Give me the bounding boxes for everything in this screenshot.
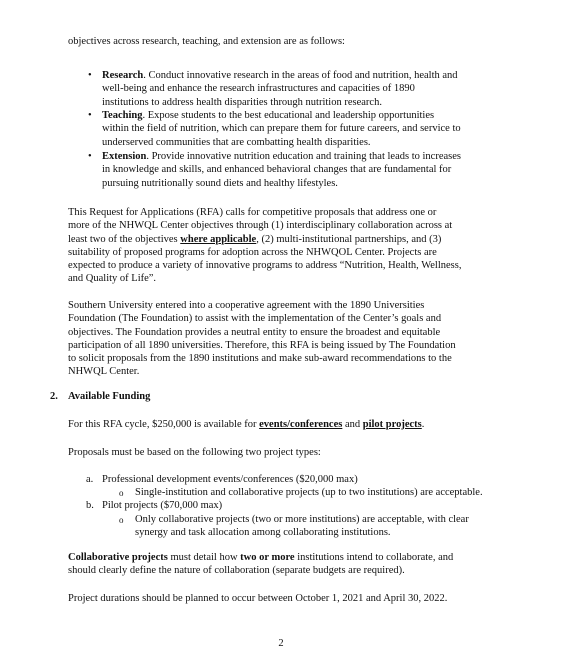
project-type-events: Professional development events/conferences ($20,000 max): [102, 474, 358, 485]
objective-text: well-being and enhance the research infrastructures and capacities of 1890: [102, 83, 415, 95]
paragraph-line: and Quality of Life”.: [68, 273, 157, 285]
sub-item: Single-institution and collaborative projects (up to two institutions) are acceptable.: [135, 487, 483, 498]
paragraph-line: to solicit proposals from the 1890 institutions and make sub-award recommendations to the: [68, 353, 452, 365]
paragraph-line: participation of all 1890 universities. Therefore, this RFA is being issued by The Foundation: [68, 339, 456, 351]
section-number: 2.: [50, 391, 58, 402]
rfa-paragraph: [68, 206, 520, 286]
objective-text: underserved communities that are combatting health disparities.: [102, 136, 371, 148]
objective-text: within the field of nutrition, which can prepare them for future careers, and service to: [102, 123, 461, 135]
objective-extension: [102, 150, 502, 190]
funding-text: and: [342, 419, 363, 430]
objective-text: institutions to address health disparities through nutrition research.: [102, 96, 382, 108]
objective-research: [102, 69, 502, 109]
emphasis-two-or-more: two or more: [240, 552, 295, 563]
paragraph-text: must detail how: [167, 552, 241, 563]
objective-text: . Conduct innovative research in the areas of food and nutrition, health and: [143, 70, 458, 81]
objective-text: . Provide innovative nutrition education and training that leads to increases: [146, 151, 461, 162]
paragraph-line: expected to produce a variety of innovative programs to address “Nutrition, Health, Wellness,: [68, 260, 462, 272]
emphasis-collaborative-projects: Collaborative projects: [68, 552, 168, 563]
paragraph-text: institutions intend to collaborate, and: [294, 552, 454, 563]
types-intro: Proposals must be based on the following two project types:: [68, 447, 321, 458]
section-heading: Available Funding: [68, 391, 151, 402]
list-letter: a.: [86, 474, 94, 485]
bullet-marker: •: [88, 151, 92, 162]
southern-paragraph: [68, 299, 520, 379]
sub-bullet-marker: o: [119, 515, 124, 525]
objective-text: pursuing nutritionally sound diets and healthy lifestyles.: [102, 177, 338, 189]
funding-text: .: [421, 419, 425, 430]
sub-item-line: Only collaborative projects (two or more institutions) are acceptable, with clear: [135, 514, 469, 525]
bullet-marker: •: [88, 70, 92, 81]
objective-teaching: [102, 109, 502, 149]
collaborative-paragraph: [68, 551, 520, 578]
paragraph-line: more of the NHWQL Center objectives through (1) interdisciplinary collaboration across at: [68, 220, 453, 232]
objective-title: Teaching: [102, 110, 143, 121]
emphasis-where-applicable: where applicable: [180, 233, 257, 245]
page-number: 2: [278, 638, 284, 649]
objective-title: Extension: [102, 151, 147, 162]
funding-text: For this RFA cycle, $250,000 is available for: [68, 419, 260, 430]
paragraph-line: suitability of proposed programs for adoption across the NHWQOL Center. Projects are: [68, 246, 437, 258]
sub-item: [135, 513, 515, 540]
bullet-marker: •: [88, 110, 92, 121]
duration-line: Project durations should be planned to occur between October 1, 2021 and April 30, 2022.: [68, 593, 448, 604]
objective-text: . Expose students to the best educational and leadership opportunities: [142, 110, 435, 121]
intro-line: objectives across research, teaching, and extension are as follows:: [68, 36, 345, 47]
paragraph-line: NHWQL Center.: [68, 366, 140, 378]
funding-line: [68, 418, 520, 431]
sub-item-line: synergy and task allocation among collaborating institutions.: [135, 527, 391, 539]
paragraph-line: should clearly define the nature of collaboration (separate budgets are required).: [68, 565, 405, 577]
emphasis-events-conferences: events/conferences: [259, 419, 343, 430]
objective-title: Research: [102, 70, 144, 81]
objective-text: in knowledge and skills, and enhanced behavioral changes that are fundamental for: [102, 164, 452, 176]
paragraph-line: objectives. The Foundation provides a neutral entity to ensure the broadest and equitable: [68, 326, 441, 338]
paragraph-line: This Request for Applications (RFA) calls for competitive proposals that address one or: [68, 207, 437, 218]
list-letter: b.: [86, 500, 94, 511]
project-type-pilot: Pilot projects ($70,000 max): [102, 500, 223, 511]
emphasis-pilot-projects: pilot projects: [362, 419, 422, 430]
paragraph-text: least two of the objectives: [68, 233, 181, 245]
paragraph-line: Southern University entered into a cooperative agreement with the 1890 Universities: [68, 300, 425, 311]
sub-bullet-marker: o: [119, 488, 124, 498]
paragraph-line: Foundation (The Foundation) to assist with the implementation of the Center’s goals and: [68, 313, 442, 325]
paragraph-text: , (2) multi-institutional partnerships, and (3): [256, 233, 442, 245]
